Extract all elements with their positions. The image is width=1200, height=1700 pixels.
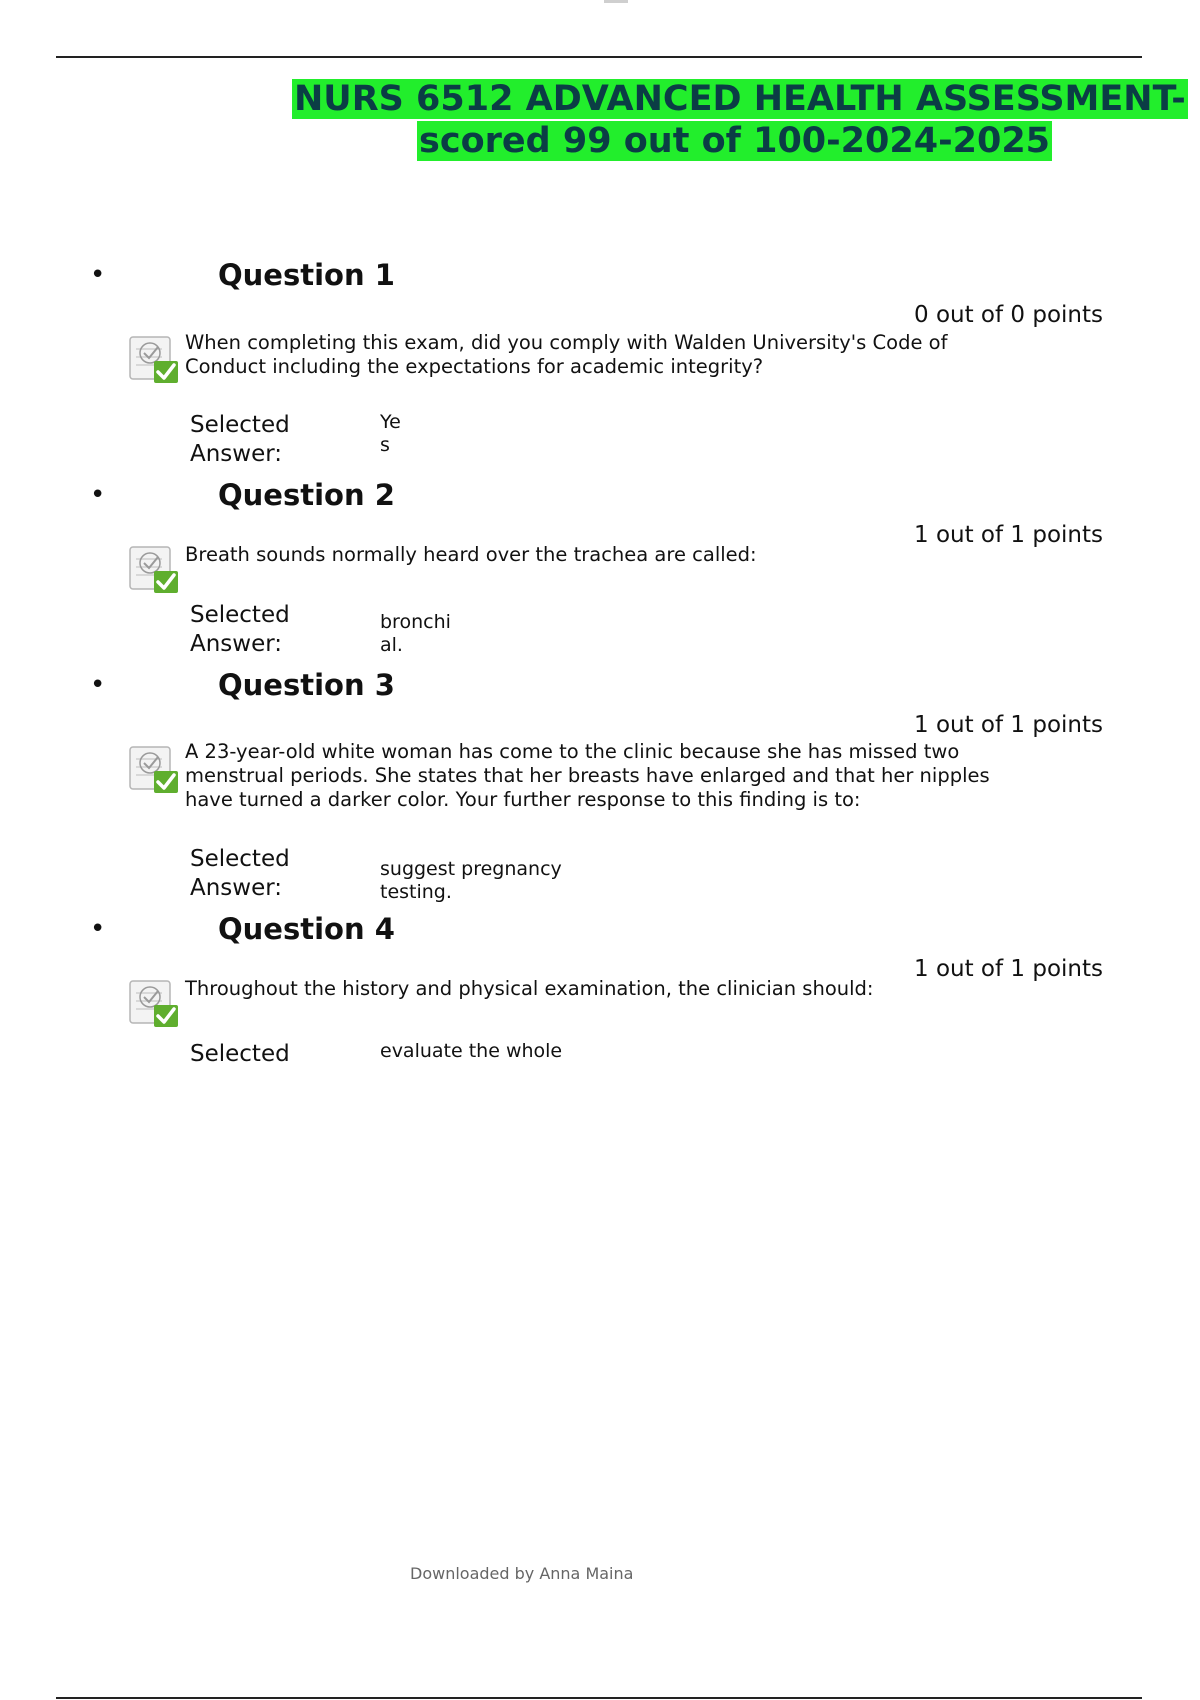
question-text [185, 543, 757, 567]
label-line: Answer: [190, 631, 283, 657]
label-line: Selected [190, 1041, 290, 1067]
label-line: Selected [190, 846, 290, 872]
question-text-line: Throughout the history and physical examination, the clinician should: [185, 977, 874, 1000]
selected-answer-label [190, 1040, 330, 1069]
bottom-divider [56, 1697, 1142, 1699]
title-line-1: NURS 6512 ADVANCED HEALTH ASSESSMENT- [294, 79, 1186, 119]
answer-line: bronchi [380, 611, 451, 633]
bullet: • [90, 480, 106, 510]
answer-line: suggest pregnancy [380, 858, 562, 880]
answer-line: testing. [380, 881, 452, 903]
answer-line: al. [380, 634, 403, 656]
question-text-line: When completing this exam, did you comply with Walden University's Code of [185, 331, 948, 354]
question-points: 1 out of 1 points [914, 956, 1103, 982]
question-text-line: have turned a darker color. Your further response to this finding is to: [185, 788, 861, 811]
answer-line: evaluate the whole [380, 1040, 563, 1062]
selected-answer-label [190, 845, 330, 903]
selected-answer-label [190, 601, 330, 659]
selected-answer-value [380, 411, 401, 457]
top-divider [56, 56, 1142, 58]
question-text-line: Breath sounds normally heard over the trachea are called: [185, 543, 757, 566]
answer-line: s [380, 434, 390, 456]
question-title: Question 4 [218, 912, 395, 946]
question-points: 1 out of 1 points [914, 712, 1103, 738]
selected-answer-value [380, 611, 451, 657]
question-title: Question 3 [218, 668, 395, 702]
selected-answer-label [190, 411, 330, 469]
question-text [185, 977, 873, 1001]
label-line: Answer: [190, 875, 283, 901]
selected-answer-value [380, 1040, 562, 1063]
correct-check-icon [128, 977, 180, 1029]
bullet: • [90, 914, 106, 944]
correct-check-icon [128, 743, 180, 795]
question-text [185, 740, 990, 812]
title-line-2: scored 99 out of 100-2024-2025 [419, 121, 1051, 161]
question-text [185, 331, 947, 379]
correct-check-icon [128, 333, 180, 385]
bullet: • [90, 670, 106, 700]
question-title: Question 1 [218, 258, 395, 292]
question-text-line: A 23-year-old white woman has come to the clinic because she has missed two [185, 740, 960, 763]
question-title: Question 2 [218, 478, 395, 512]
download-attribution: Downloaded by Anna Maina [410, 1564, 634, 1583]
correct-check-icon [128, 543, 180, 595]
answer-line: Ye [380, 411, 401, 433]
label-line: Selected [190, 602, 290, 628]
page-top-mark [604, 0, 628, 3]
question-points: 1 out of 1 points [914, 522, 1103, 548]
selected-answer-value [380, 858, 562, 904]
label-line: Answer: [190, 441, 283, 467]
label-line: Selected [190, 412, 290, 438]
question-text-line: Conduct including the expectations for academic integrity? [185, 355, 764, 378]
question-text-line: menstrual periods. She states that her breasts have enlarged and that her nipples [185, 764, 990, 787]
question-points: 0 out of 0 points [914, 302, 1103, 328]
bullet: • [90, 260, 106, 290]
